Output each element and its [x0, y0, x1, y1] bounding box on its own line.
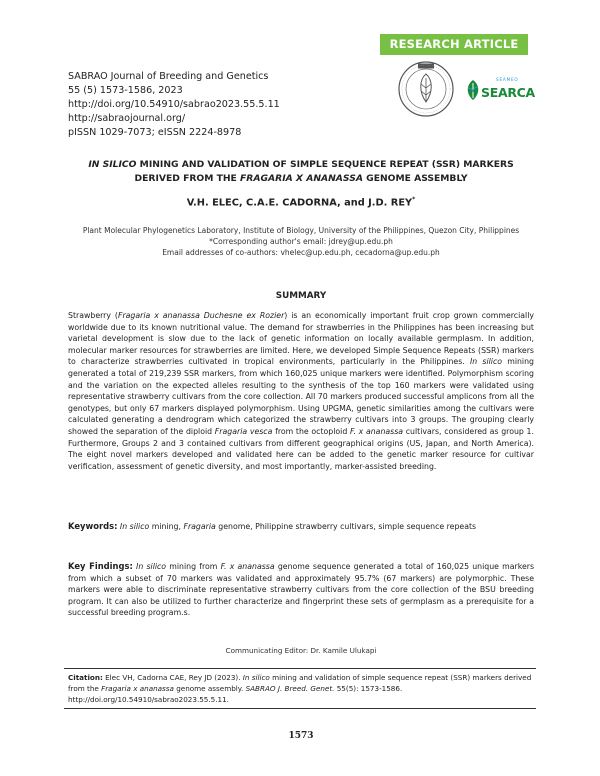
citation-part: mining and validation of simple sequence repeat (SSR) markers derived from the [68, 673, 532, 693]
article-title [68, 158, 534, 186]
keyword-part: mining, [149, 522, 184, 531]
journal-issn: pISSN 1029-7073; eISSN 2224-8978 [68, 127, 242, 138]
journal-doi-link[interactable]: http://doi.org/10.54910/sabrao2023.55.5.11 [68, 99, 280, 110]
journal-website-link[interactable]: http://sabraojournal.org/ [68, 113, 186, 124]
findings-part: mining from [166, 562, 221, 571]
findings-part: F. x ananassa [220, 562, 275, 571]
corresponding-email: *Corresponding author's email: jdrey@up.edu.ph [209, 237, 393, 246]
summary-part: ) is an economically important fruit crop grown commercially worldwide due to its known nutritional value. The demand for strawberries in the Philippines has been increasing but varietal development is slow due to the lack of genetic information on locally available germplasm. In addition, molecular marker resources for strawberries are limited. Here, we developed Simple Sequence Repeats (SSR) markers to characterize strawberries cultivated in tropical environments, particularly in the Philippines. [68, 311, 534, 367]
author-names: V.H. ELEC, C.A.E. CADORNA, and J.D. REY [186, 197, 413, 209]
title-part: MINING AND VALIDATION OF SIMPLE SEQUENCE REPEAT (SSR) MARKERS DERIVED FROM THE [134, 159, 514, 184]
corresponding-mark: * [412, 196, 416, 203]
summary-part: F. x ananassa [349, 426, 404, 436]
affiliation [68, 225, 534, 258]
title-part: GENOME ASSEMBLY [362, 173, 468, 184]
searca-leaf-icon [464, 79, 482, 101]
keyword-part: genome, Philippine strawberry cultivars, simple sequence repeats [215, 522, 477, 531]
authors [68, 196, 534, 208]
journal-name: SABRAO Journal of Breeding and Genetics [68, 71, 269, 82]
citation-part: Elec VH, Cadorna CAE, Rey JD (2023). [102, 673, 243, 682]
findings-part: genome sequence generated a total of 160,025 unique markers from which a subset of 70 markers was validated and approximately 95.7% (67 markers) are polymorphic. These markers were able to discriminate representative strawberry cultivars from the core collection of the BSU breeding program. It can also be utilized to further characterize and fingerprint these sets of germplasm as a prerequisite for a successful breeding program.s. [68, 562, 535, 618]
citation-part: SABRAO J. Breed. Genet. [245, 684, 335, 693]
summary-part: Strawberry ( [68, 311, 118, 320]
communicating-editor: Communicating Editor: Dr. Kamile Ulukapi [225, 646, 377, 655]
citation-box [64, 668, 536, 709]
keyword-part: Fragaria [183, 522, 216, 531]
findings-part: In silico [136, 562, 167, 571]
summary-part: mining generated a total of 219,239 SSR markers, from which 160,025 unique markers were identified. Polymorphism scoring and the variation on the expected alleles resulting to the synthesis of the top 160 markers were validated using representative strawberry cultivars from the core collection. All 70 markers produced successful amplicons from all the genotypes, but only 67 markers displayed polymorphism. Using UPGMA, genetic similarities among the cultivars were calculated generating a dendrogram which categorized the strawberry cultivars into 3 groups. The grouping clearly showed the separation of the diploid [68, 357, 534, 436]
summary-part: Fragaria vesca [214, 426, 273, 436]
searca-logo [464, 77, 534, 105]
summary-part: In silico [469, 357, 503, 367]
key-findings [68, 561, 534, 619]
searca-tagline: SEAMEO [496, 77, 519, 82]
page-number: 1573 [288, 731, 314, 741]
citation-label: Citation: [68, 673, 103, 682]
keywords [68, 521, 534, 533]
research-article-badge: RESEARCH ARTICLE [380, 34, 528, 55]
findings-label: Key Findings: [68, 561, 133, 571]
searca-wordmark: SEARCA [481, 85, 535, 100]
summary-part: cultivars, considered as group 1. Furthermore, Groups 2 and 3 contained cultivars from different geographical origins (US, Japan, and North America). The eight novel markers developed and validated here can be added to the genetic marker resource for cultivar verification, assessment of genetic diversity, and most importantly, marker-assisted breeding. [68, 426, 534, 471]
journal-info [68, 70, 280, 140]
keyword-part: In silico [119, 522, 150, 531]
journal-volume: 55 (5) 1573-1586, 2023 [68, 85, 183, 96]
affiliation-institute: Plant Molecular Phylogenetics Laboratory, Institute of Biology, University of the Philippines, Quezon City, Philippines [82, 226, 520, 235]
citation-part: In silico [242, 673, 270, 682]
summary-text [68, 310, 534, 472]
citation-part: genome assembly. [173, 684, 246, 693]
coauthor-emails: Email addresses of co-authors: vhelec@up.edu.ph, cecadorna@up.edu.ph [162, 248, 440, 257]
title-part: IN SILICO [88, 159, 137, 170]
summary-part: Fragaria x ananassa Duchesne ex Rozier [117, 311, 285, 320]
title-part: FRAGARIA X ANANASSA [240, 173, 363, 184]
summary-part: from the octoploid [272, 426, 350, 436]
summary-heading: SUMMARY [275, 291, 327, 301]
citation-part: Fragaria x ananassa [101, 684, 174, 693]
keywords-label: Keywords: [68, 521, 118, 531]
citation-part: 55(5): 1573-1586. http://doi.org/10.54910/sabrao2023.55.5.11. [68, 684, 403, 704]
sabrao-seal-logo [397, 60, 455, 118]
